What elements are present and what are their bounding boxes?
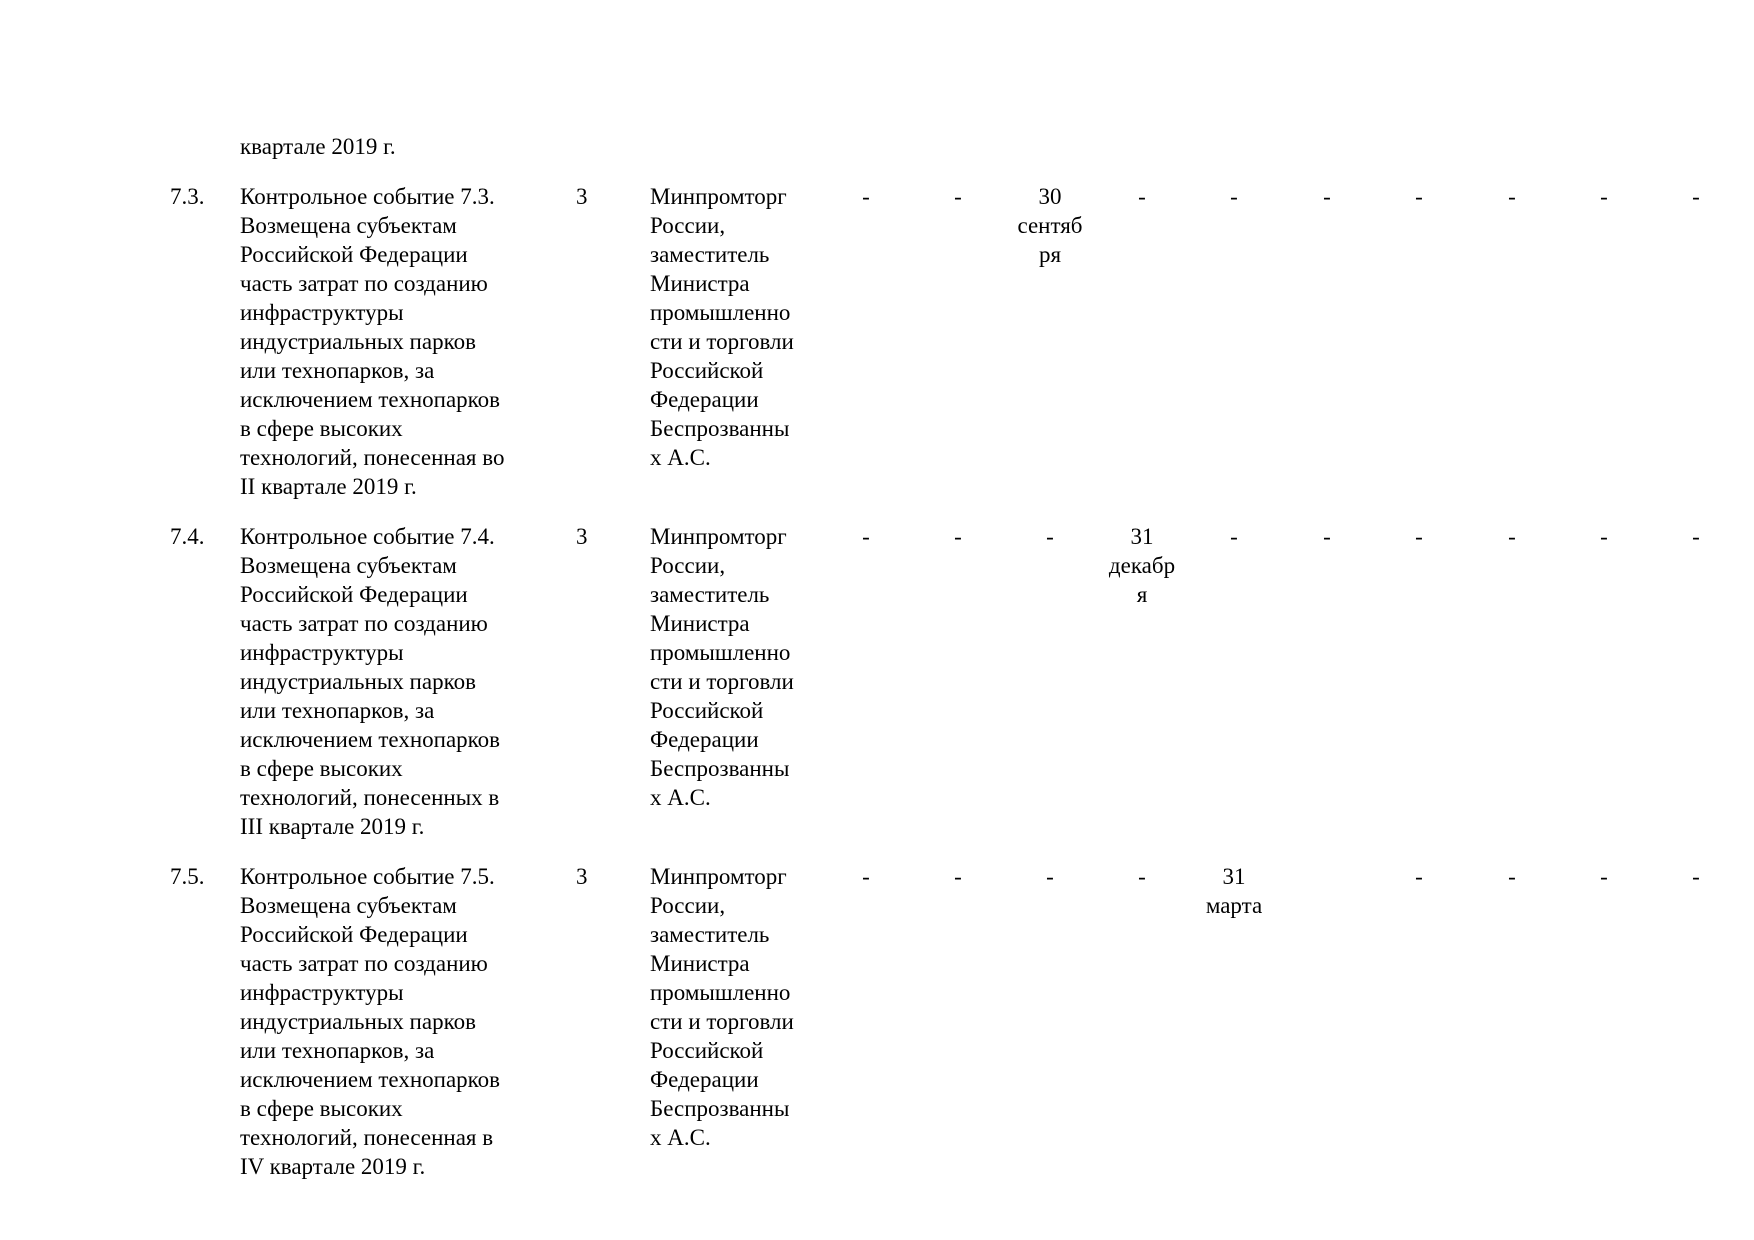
period-mark-dash: - bbox=[1600, 864, 1608, 889]
responsible-executor-line: промышленно bbox=[650, 300, 791, 325]
period-mark bbox=[1656, 522, 1736, 551]
event-description-line: исключением технопарков bbox=[240, 727, 501, 752]
event-description-line: или технопарков, за bbox=[240, 358, 435, 383]
responsible-executor bbox=[650, 862, 825, 1152]
event-description-line: Возмещена субъектам bbox=[240, 213, 457, 238]
period-mark bbox=[1472, 182, 1552, 211]
event-description bbox=[240, 862, 530, 1181]
event-description-line: или технопарков, за bbox=[240, 698, 435, 723]
event-description-line: II квартале 2019 г. bbox=[240, 474, 417, 499]
event-description-line: Российской Федерации bbox=[240, 582, 468, 607]
event-description-line: Возмещена субъектам bbox=[240, 553, 457, 578]
period-mark bbox=[1010, 522, 1090, 551]
responsible-executor-line: сти и торговли bbox=[650, 669, 794, 694]
period-mark-dash: - bbox=[954, 864, 962, 889]
period-mark bbox=[826, 522, 906, 551]
period-mark-dash: - bbox=[1600, 184, 1608, 209]
event-description-line: часть затрат по созданию bbox=[240, 951, 488, 976]
event-description-line: индустриальных парков bbox=[240, 669, 476, 694]
event-description-line: в сфере высоких bbox=[240, 756, 403, 781]
event-description-line: часть затрат по созданию bbox=[240, 271, 488, 296]
period-mark-dash: - bbox=[1230, 184, 1238, 209]
carryover-text: квартале 2019 г. bbox=[240, 134, 396, 159]
responsible-executor-line: заместитель bbox=[650, 582, 770, 607]
responsible-executor-line: Минпромторг bbox=[650, 524, 787, 549]
responsible-executor-line: Беспрозванны bbox=[650, 1096, 790, 1121]
period-mark bbox=[1194, 182, 1274, 211]
responsible-executor-line: промышленно bbox=[650, 640, 791, 665]
period-mark-dash: - bbox=[1508, 184, 1516, 209]
period-mark-dash: - bbox=[1415, 864, 1423, 889]
responsible-executor-line: х А.С. bbox=[650, 1125, 711, 1150]
row-number: 7.4. bbox=[170, 524, 205, 549]
event-description-line: исключением технопарков bbox=[240, 1067, 501, 1092]
period-mark bbox=[826, 862, 906, 891]
responsible-executor-line: сти и торговли bbox=[650, 329, 794, 354]
deadline-date-line: 31 bbox=[1130, 524, 1154, 549]
period-mark-dash: - bbox=[862, 524, 870, 549]
responsible-executor-line: Минпромторг bbox=[650, 864, 787, 889]
period-mark-dash: - bbox=[1046, 524, 1054, 549]
period-mark bbox=[918, 862, 998, 891]
period-mark bbox=[1379, 522, 1459, 551]
event-description-line: III квартале 2019 г. bbox=[240, 814, 425, 839]
period-mark bbox=[1010, 862, 1090, 891]
deadline-date-line: я bbox=[1136, 582, 1148, 607]
event-description-line: в сфере высоких bbox=[240, 1096, 403, 1121]
level-value: 3 bbox=[576, 864, 588, 889]
period-mark bbox=[1656, 862, 1736, 891]
responsible-executor-line: Российской bbox=[650, 698, 764, 723]
responsible-executor-line: заместитель bbox=[650, 242, 770, 267]
responsible-executor-line: России, bbox=[650, 893, 726, 918]
event-description-line: технологий, понесенная в bbox=[240, 1125, 494, 1150]
event-description-line: Возмещена субъектам bbox=[240, 893, 457, 918]
period-mark bbox=[1564, 522, 1644, 551]
event-description-line: инфраструктуры bbox=[240, 640, 404, 665]
event-description-line: Контрольное событие 7.4. bbox=[240, 524, 495, 549]
responsible-executor-line: Российской bbox=[650, 358, 764, 383]
responsible-executor-line: х А.С. bbox=[650, 445, 711, 470]
period-mark bbox=[1472, 522, 1552, 551]
period-mark-dash: - bbox=[1138, 864, 1146, 889]
period-mark-dash: - bbox=[1692, 864, 1700, 889]
period-mark-dash: - bbox=[1415, 524, 1423, 549]
deadline-date-line: декабр bbox=[1108, 553, 1176, 578]
period-mark bbox=[1102, 182, 1182, 211]
deadline-date-line: 30 bbox=[1038, 184, 1062, 209]
period-mark-dash: - bbox=[954, 184, 962, 209]
period-mark bbox=[1656, 182, 1736, 211]
responsible-executor-line: х А.С. bbox=[650, 785, 711, 810]
level-value: 3 bbox=[576, 184, 588, 209]
period-mark bbox=[1472, 862, 1552, 891]
responsible-executor-line: промышленно bbox=[650, 980, 791, 1005]
event-description-line: инфраструктуры bbox=[240, 980, 404, 1005]
deadline-date-line: ря bbox=[1038, 242, 1062, 267]
event-description bbox=[240, 522, 530, 841]
responsible-executor-line: Министра bbox=[650, 271, 750, 296]
responsible-executor-line: России, bbox=[650, 213, 726, 238]
period-mark bbox=[826, 182, 906, 211]
event-description-line: или технопарков, за bbox=[240, 1038, 435, 1063]
responsible-executor-line: Федерации bbox=[650, 387, 759, 412]
period-mark-dash: - bbox=[1230, 524, 1238, 549]
deadline-date bbox=[1010, 182, 1090, 269]
deadline-date-line: 31 bbox=[1222, 864, 1246, 889]
responsible-executor-line: Министра bbox=[650, 611, 750, 636]
period-mark-dash: - bbox=[1323, 184, 1331, 209]
period-mark-dash: - bbox=[1508, 524, 1516, 549]
event-description-line: часть затрат по созданию bbox=[240, 611, 488, 636]
period-mark bbox=[918, 522, 998, 551]
period-mark-dash: - bbox=[862, 184, 870, 209]
event-description-line: Контрольное событие 7.3. bbox=[240, 184, 495, 209]
responsible-executor-line: Федерации bbox=[650, 1067, 759, 1092]
period-mark-dash: - bbox=[1138, 184, 1146, 209]
responsible-executor-line: Беспрозванны bbox=[650, 416, 790, 441]
row-number: 7.3. bbox=[170, 184, 205, 209]
period-mark bbox=[918, 182, 998, 211]
period-mark bbox=[1379, 182, 1459, 211]
period-mark bbox=[1102, 862, 1182, 891]
responsible-executor-line: Министра bbox=[650, 951, 750, 976]
responsible-executor-line: Беспрозванны bbox=[650, 756, 790, 781]
deadline-date bbox=[1102, 522, 1182, 609]
responsible-executor-line: сти и торговли bbox=[650, 1009, 794, 1034]
event-description-line: технологий, понесенных в bbox=[240, 785, 500, 810]
event-description-line: Российской Федерации bbox=[240, 922, 468, 947]
period-mark-dash: - bbox=[1508, 864, 1516, 889]
event-description-line: Контрольное событие 7.5. bbox=[240, 864, 495, 889]
period-mark-dash: - bbox=[954, 524, 962, 549]
deadline-date-line: марта bbox=[1205, 893, 1263, 918]
event-description-line: индустриальных парков bbox=[240, 329, 476, 354]
period-mark-dash: - bbox=[1600, 524, 1608, 549]
responsible-executor-line: России, bbox=[650, 553, 726, 578]
period-mark bbox=[1287, 182, 1367, 211]
deadline-date bbox=[1194, 862, 1274, 920]
responsible-executor bbox=[650, 182, 825, 472]
event-description-line: индустриальных парков bbox=[240, 1009, 476, 1034]
period-mark-dash: - bbox=[862, 864, 870, 889]
period-mark-dash: - bbox=[1692, 524, 1700, 549]
level-value: 3 bbox=[576, 524, 588, 549]
responsible-executor-line: Федерации bbox=[650, 727, 759, 752]
event-description-line: технологий, понесенная во bbox=[240, 445, 505, 470]
responsible-executor-line: Минпромторг bbox=[650, 184, 787, 209]
responsible-executor-line: заместитель bbox=[650, 922, 770, 947]
period-mark bbox=[1564, 182, 1644, 211]
responsible-executor bbox=[650, 522, 825, 812]
event-description-line: IV квартале 2019 г. bbox=[240, 1154, 426, 1179]
event-description-line: в сфере высоких bbox=[240, 416, 403, 441]
responsible-executor-line: Российской bbox=[650, 1038, 764, 1063]
period-mark bbox=[1194, 522, 1274, 551]
event-description-line: инфраструктуры bbox=[240, 300, 404, 325]
event-description-line: Российской Федерации bbox=[240, 242, 468, 267]
event-description bbox=[240, 182, 530, 501]
period-mark-dash: - bbox=[1415, 184, 1423, 209]
period-mark bbox=[1379, 862, 1459, 891]
period-mark-dash: - bbox=[1046, 864, 1054, 889]
row-number: 7.5. bbox=[170, 864, 205, 889]
event-description-line: исключением технопарков bbox=[240, 387, 501, 412]
deadline-date-line: сентяб bbox=[1017, 213, 1083, 238]
period-mark bbox=[1287, 522, 1367, 551]
period-mark bbox=[1564, 862, 1644, 891]
period-mark-dash: - bbox=[1692, 184, 1700, 209]
period-mark-dash: - bbox=[1323, 524, 1331, 549]
